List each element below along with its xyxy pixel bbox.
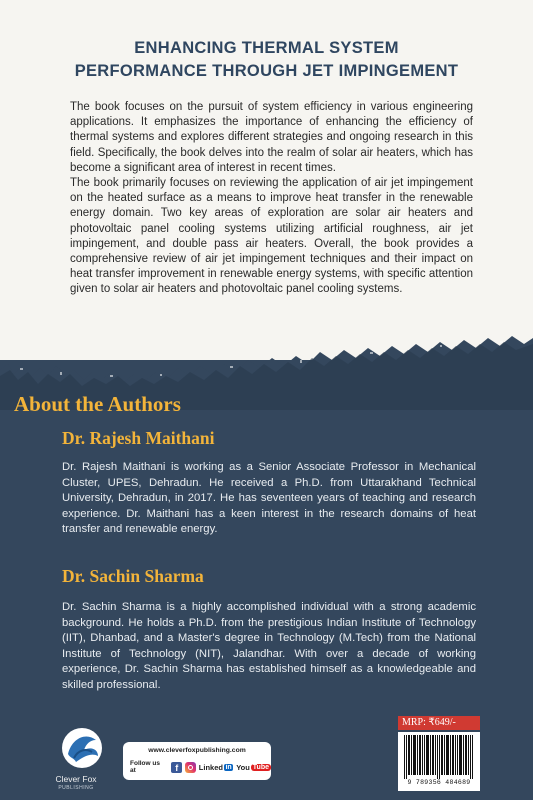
- author-bio-2: Dr. Sachin Sharma is a highly accomplished individual with a strong academic background. He holds a Ph.D. from the prestigious Indian Institute of Technology (IIT), Dhanbad, and a Master's degree in Technology (M.Tech) from the National Institute of Technology (NIT), Jalandhar. With over a decade of working experience, Dr. Sachin Sharma has established himself as a knowledgeable and skilled professional.: [62, 601, 476, 691]
- isbn-barcode: [398, 732, 480, 791]
- description-paragraph-1: The book focuses on the pursuit of system efficiency in various engineering applications. It emphasizes the importance of enhancing the efficiency of thermal systems and explores different strategies and ongoing research in this field. Specifically, the book delves into the realm of solar air heaters, which has become a significant area of interest in recent times.: [70, 101, 473, 174]
- book-title-line-2: PERFORMANCE THROUGH JET IMPINGEMENT: [74, 62, 459, 80]
- youtube-icon[interactable]: You Tube: [236, 762, 269, 772]
- publisher-name: Clever Fox PUBLISHING: [55, 774, 97, 791]
- author-name-2: Dr. Sachin Sharma: [62, 566, 204, 586]
- author-name-1: Dr. Rajesh Maithani: [62, 428, 215, 448]
- price-label: MRP: ₹649/-: [398, 716, 480, 730]
- instagram-icon[interactable]: [185, 762, 196, 773]
- linkedin-icon[interactable]: Linked in: [198, 762, 232, 772]
- author-bio-1: Dr. Rajesh Maithani is working as a Senior Associate Professor in Mechanical Cluster, UPES, Dehradun. He received a Ph.D. from Uttarakhand Technical University, Dehradun, in 2017. He has seventeen years of teaching and research experience. Dr. Maithani has a keen interest in the research domains of heat transfer and renewable energy.: [62, 461, 476, 535]
- book-title-line-1: ENHANCING THERMAL SYSTEM: [134, 39, 399, 57]
- isbn-number: 9 789356 484689: [407, 779, 471, 786]
- barcode-icon: [404, 735, 474, 779]
- social-links-box: [123, 742, 271, 780]
- book-description: [70, 100, 473, 298]
- about-authors-heading: About the Authors: [14, 392, 181, 416]
- book-title: [0, 37, 533, 83]
- follow-us-label: Follow us at: [130, 760, 160, 774]
- social-row: [130, 760, 271, 774]
- description-paragraph-2: The book primarily focuses on reviewing the application of air jet impingement on the heated surface as a means to improve heat transfer in the renewable energy domain. Two key areas of exploration are solar air heaters and photovoltaic panel cooling systems utilizing artificial roughness, air jet impingement, and double pass air heaters. Overall, the book provides a comprehensive review of air jet impingement techniques and their impact on heat transfer improvement in renewable energy systems, with specific attention given to solar air heaters and photovoltaic panel cooling systems.: [70, 177, 473, 296]
- facebook-icon[interactable]: f: [171, 762, 182, 773]
- publisher-website[interactable]: www.cleverfoxpublishing.com: [148, 747, 246, 754]
